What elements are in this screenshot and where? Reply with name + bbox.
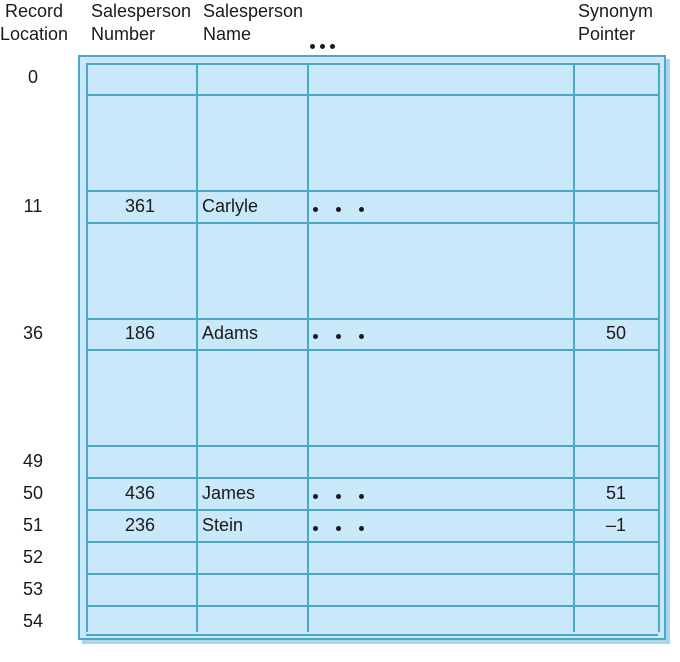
salesperson-number-cell: 236 <box>124 515 156 535</box>
row-line <box>86 573 658 575</box>
column-line <box>196 63 198 632</box>
row-line <box>86 318 658 320</box>
ellipsis-cell <box>313 515 364 536</box>
ellipsis-dot <box>336 494 341 499</box>
row-line <box>86 634 658 636</box>
salesperson-number-cell: 436 <box>124 483 156 503</box>
record-location-label: 53 <box>22 579 44 599</box>
column-line <box>307 63 309 632</box>
header-synonym-pointer-line2: Pointer <box>578 24 636 44</box>
row-line <box>86 477 658 479</box>
synonym-pointer-cell: 51 <box>605 483 627 503</box>
ellipsis-dots <box>313 526 364 531</box>
ellipsis-dots <box>313 207 364 212</box>
ellipsis-dot <box>313 526 318 531</box>
record-location-label: 0 <box>27 67 38 87</box>
ellipsis-dots <box>313 494 364 499</box>
ellipsis-dot <box>320 44 325 49</box>
header-record-location-line2: Location <box>0 24 69 44</box>
ellipsis-dot <box>313 207 318 212</box>
header-ellipsis <box>310 22 335 55</box>
row-line <box>86 349 658 351</box>
ellipsis-dot <box>313 334 318 339</box>
ellipsis-cell <box>313 483 364 504</box>
record-location-label: 11 <box>23 196 43 216</box>
ellipsis-dots <box>313 334 364 339</box>
salesperson-number-cell: 361 <box>124 196 156 216</box>
ellipsis-dot <box>330 44 335 49</box>
row-line <box>86 605 658 607</box>
row-line <box>86 541 658 543</box>
header-salesperson-number-line1: Salesperson <box>91 1 192 21</box>
column-line <box>658 63 660 632</box>
ellipsis-dot <box>313 494 318 499</box>
ellipsis-cell <box>313 196 364 217</box>
record-location-label: 51 <box>22 515 44 535</box>
header-salesperson-number-line2: Number <box>91 24 156 44</box>
salesperson-number-cell: 186 <box>124 323 156 343</box>
synonym-pointer-cell: 50 <box>605 323 627 343</box>
record-location-label: 50 <box>22 483 44 503</box>
row-line <box>86 190 658 192</box>
ellipsis-dot <box>359 494 364 499</box>
ellipsis-dot <box>336 207 341 212</box>
header-synonym-pointer-line1: Synonym <box>578 1 654 21</box>
ellipsis-dot <box>336 526 341 531</box>
row-line <box>86 222 658 224</box>
record-location-label: 54 <box>22 611 44 631</box>
column-line <box>86 63 88 632</box>
record-location-label: 52 <box>22 547 44 567</box>
header-record-location <box>0 0 68 46</box>
salesperson-name-cell: Carlyle <box>202 196 259 216</box>
synonym-pointer-cell: –1 <box>605 515 627 535</box>
salesperson-name-cell: Adams <box>202 323 259 343</box>
record-location-label: 49 <box>22 451 44 471</box>
record-table <box>78 55 666 640</box>
ellipsis-dot <box>336 334 341 339</box>
row-line <box>86 445 658 447</box>
header-salesperson-number <box>91 0 191 46</box>
row-line <box>86 63 658 65</box>
ellipsis-dot <box>359 207 364 212</box>
ellipsis-dot <box>359 526 364 531</box>
header-salesperson-name-line1: Salesperson <box>203 1 304 21</box>
header-salesperson-name-line2: Name <box>203 24 252 44</box>
column-line <box>573 63 575 632</box>
ellipsis-dot <box>359 334 364 339</box>
header-salesperson-name <box>203 0 303 46</box>
row-line <box>86 94 658 96</box>
header-ellipsis-dots <box>310 32 335 55</box>
ellipsis-cell <box>313 323 364 344</box>
ellipsis-dot <box>310 44 315 49</box>
header-record-location-line1: Record <box>4 1 64 21</box>
record-location-label: 36 <box>22 323 44 343</box>
header-synonym-pointer <box>578 0 653 46</box>
salesperson-name-cell: Stein <box>202 515 244 535</box>
salesperson-name-cell: James <box>202 483 256 503</box>
row-line <box>86 509 658 511</box>
